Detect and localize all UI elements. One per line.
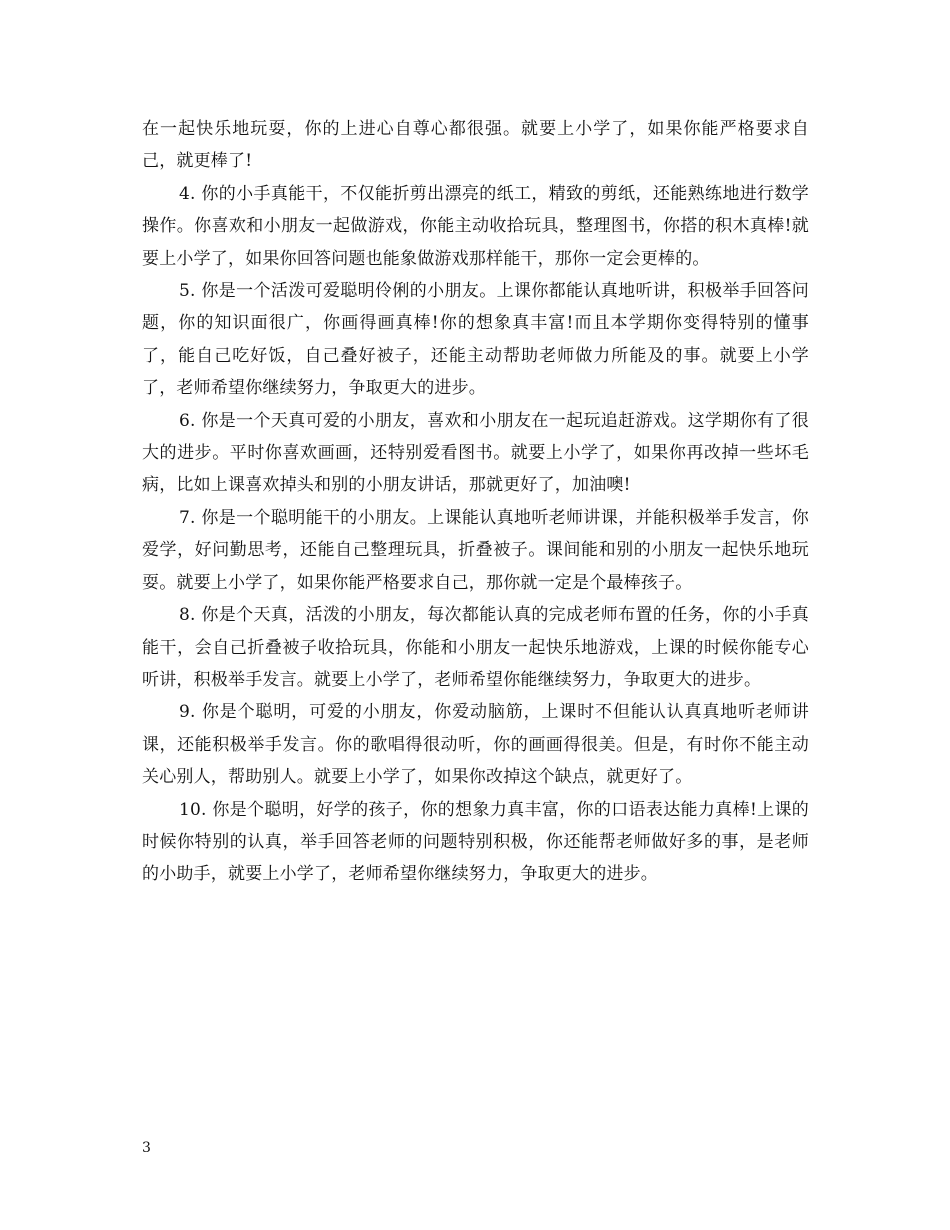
paragraph-item-6: 6. 你是一个天真可爱的小朋友，喜欢和小朋友在一起玩追赶游戏。这学期你有了很大的进步。平时你喜欢画画，还特别爱看图书。就要上小学了，如果你再改掉一些坏毛病，比如上课喜欢掉头和别的小朋友讲话，那就更好了，加油噢! [142, 410, 809, 496]
paragraph-item-9: 9. 你是个聪明，可爱的小朋友，你爱动脑筋，上课时不但能认认真真地听老师讲课，还能积极举手发言。你的歌唱得很动听，你的画画得很美。但是，有时你不能主动关心别人，帮助别人。就要上小学了，如果你改掉这个缺点，就更好了。 [142, 702, 809, 788]
paragraph-item-5: 5. 你是一个活泼可爱聪明伶俐的小朋友。上课你都能认真地听讲，积极举手回答问题，你的知识面很广，你画得画真棒!你的想象真丰富!而且本学期你变得特别的懂事了，能自己吃好饭，自己叠好被子，还能主动帮助老师做力所能及的事。就要上小学了，老师希望你继续努力，争取更大的进步。 [142, 281, 809, 399]
paragraph-item-10: 10. 你是个聪明，好学的孩子，你的想象力真丰富，你的口语表达能力真棒!上课的时候你特别的认真，举手回答老师的问题特别积极，你还能帮老师做好多的事，是老师的小助手，就要上小学了，老师希望你继续努力，争取更大的进步。 [142, 799, 809, 885]
document-body [142, 113, 809, 891]
paragraph-continuation: 在一起快乐地玩耍，你的上进心自尊心都很强。就要上小学了，如果你能严格要求自己，就更棒了! [142, 119, 809, 172]
page-number: 3 [142, 1140, 151, 1156]
paragraph-item-7: 7. 你是一个聪明能干的小朋友。上课能认真地听老师讲课，并能积极举手发言，你爱学，好问勤思考，还能自己整理玩具，折叠被子。课间能和别的小朋友一起快乐地玩耍。就要上小学了，如果你能严格要求自己，那你就一定是个最棒孩子。 [142, 507, 809, 593]
paragraph-item-8: 8. 你是个天真，活泼的小朋友，每次都能认真的完成老师布置的任务，你的小手真能干，会自己折叠被子收拾玩具，你能和小朋友一起快乐地游戏，上课的时候你能专心听讲，积极举手发言。就要上小学了，老师希望你能继续努力，争取更大的进步。 [142, 605, 809, 690]
paragraph-item-4: 4. 你的小手真能干，不仅能折剪出漂亮的纸工，精致的剪纸，还能熟练地进行数学操作。你喜欢和小朋友一起做游戏，你能主动收拾玩具，整理图书，你搭的积木真棒!就要上小学了，如果你回答问题也能象做游戏那样能干，那你一定会更棒的。 [142, 183, 809, 269]
